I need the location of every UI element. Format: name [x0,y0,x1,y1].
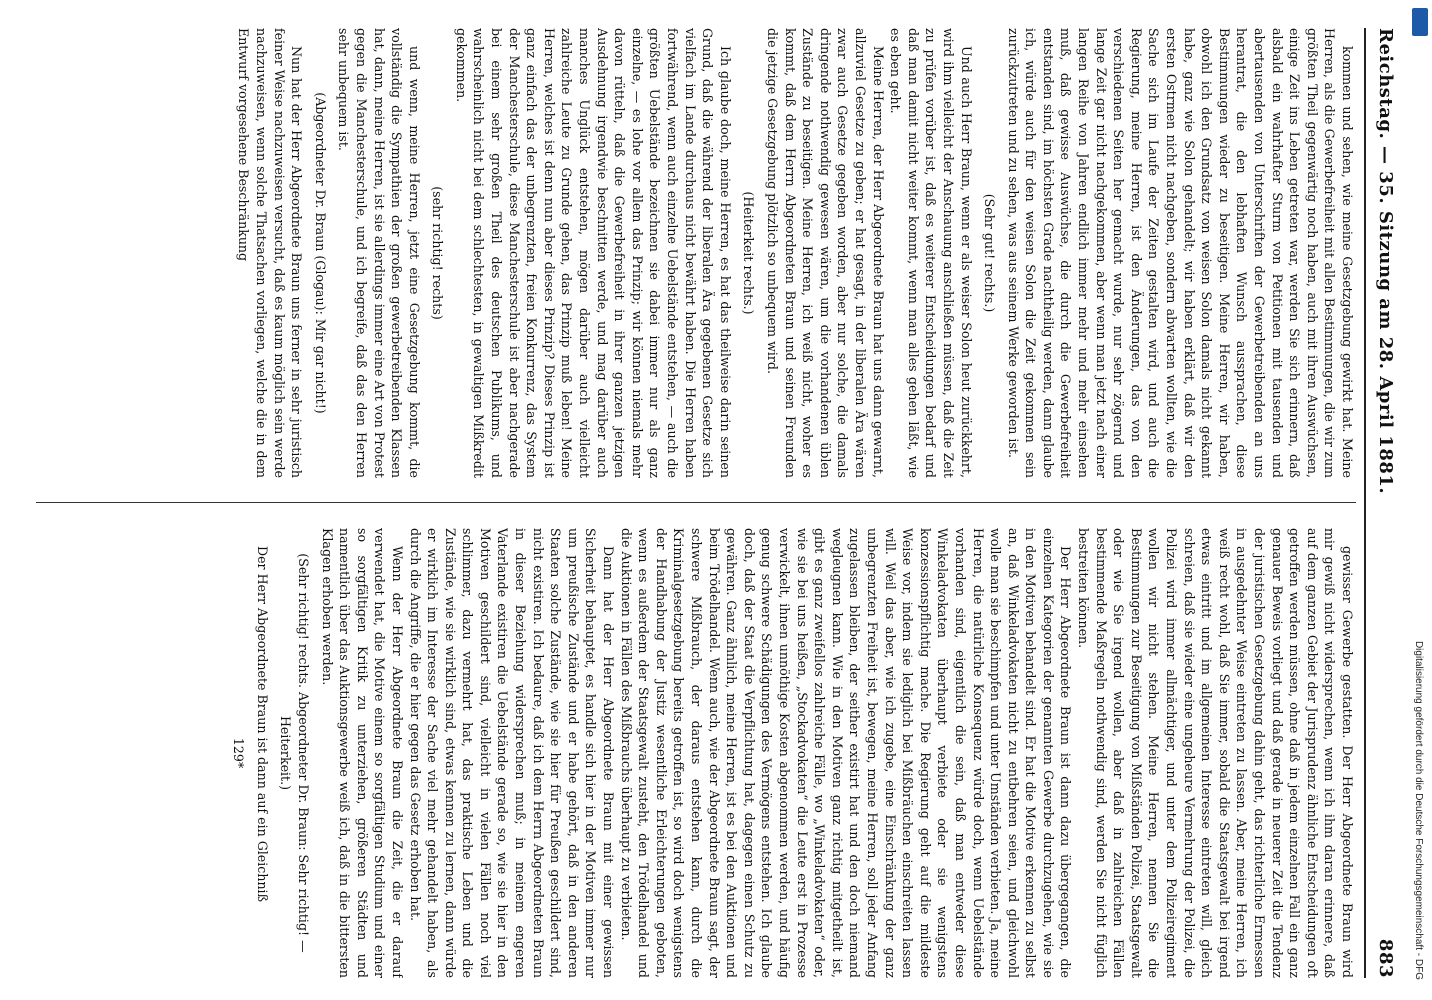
interjection: (Abgeordneter Dr. Braun (Glogau): Mir gar nicht!) [312,92,328,414]
paragraph: Nun hat der Herr Abgeordnete Braun uns ferner in sehr juristisch feiner Weise nachzuweisen versucht, daß es kaum möglich sein werde nachzuweisen, wenn solche Thatsachen vorliegen, welche die in dem Entwurf vorgesehene Beschränkung [236,28,305,478]
page-number: 883 [1375,938,1396,978]
running-title: Reichstag. — 35. Sitzung am 28. April 1881. [1375,28,1396,495]
column-divider [36,502,1356,503]
paragraph: und wenn, meine Herren, jetzt eine Gesetzgebung kommt, die vollständig die Sympathien der großen gewerbetreibenden Klassen hat, dann, meine Herren, ist sie allerdings immer eine Art von Protest gegen die Manchesterschule, und ich begreife, daß das den Herren sehr unbequem ist. [336,28,422,478]
paragraph: Der Herr Abgeordnete Braun ist dann dazu übergegangen, die einzelnen Kategorien der genannten Gewerbe durchzugehen, wie sie in den Motiven behandelt sind. Er hat die Motive erkennen zu selbst an, daß Winkeladvokaten nicht zu entbehren seien, und gleichwohl wolle man sie beschimpfen und unter Umständen verbieten. Ja, meine Herren, die natürliche Konsequenz würde doch, wenn Uebelstände vorhanden sind, eigentlich die sein, daß man entweder diese Winkeladvokaten überhaupt verbiete oder sie wenigstens konzessionspflichtig mache. Die Regierung geht auf die mildeste Weise vor, indem sie lediglich bei Mißbräuchen einschreiten lassen will. Weil das aber, wie ich zugebe, eine Einschränkung der ganz unbegrenzten Freiheit ist, bewegen, meine Herren, soll jeder Anfang zugelassen bleiben, der seither existirt hat und den doch niemand wegleugnen kann. Wie in den Motiven ganz richtig mitgetheilt ist, gibt es ganz zweifellos zahlreiche Fälle, wo „Winkeladvokaten“ oder, wie sie bei uns heißen, „Stockadvokaten“ die Leute erst in Prozesse verwickelt, ihnen unnöthige Kosten abgenommen werden, und häufig genug schwere Schädigungen des Vermögens entstehen. Ich glaube doch, daß der Staat die Verpflichtung hat, dagegen einen Schutz zu gewähren. Ganz ähnlich, meine Herren, ist es bei den Auktionen und beim Trödelhandel. Wenn auch, wie der Abgeordnete Braun sagt, der schwere Mißbrauch, der daraus entstehen kann, durch die Kriminalgesetzgebung bereits getroffen ist, so wird doch wenigstens der Handhabung der Justiz wesentliche Erleichterungen geboten, wenn es außerdem der Staatsgewalt zusteht, den Trödelhandel und die Auktionen in Fällen des Mißbrauchs überhaupt zu verbieten. [618,528,1074,978]
paragraph: Dann hat der Herr Abgeordnete Braun mit einer gewissen Sicherheit behauptet, es handle sich hier in der Motiven immer nur um preußische Zustände und er habe gehört, daß in den anderen Staaten solche Zustände, wie sie hier für Preußen geschildert sind, nicht existiren. Ich bedaure, daß ich dem Herrn Abgeordneten Braun in dieser Beziehung widersprechen muß; in meinem engeren Vaterlande existiren die Uebelstände gerade so, wie sie hier in den Motiven geschildert sind, vielleicht in vielen Fällen noch viel schlimmer, dazu vermehrt hat, das praktische Leben und die Zustände, wie sie wirklich sind, etwas kennen zu lernen, dann würde er wirklich im Interesse der Sache viel mehr gehandelt haben, als durch die Angriffe, die er hier gegen das Gesetz erhoben hat. [407,528,617,978]
paragraph: Meine Herren, der Herr Abgeordnete Braun hat uns dann gewarnt, allzuviel Gesetze zu geben; er hat gesagt, in der liberalen Ära wären zwar auch Gesetze gegeben worden, aber nur solche, die damals dringende nothwendig gewesen wären, um die vorhandenen üblen Zustände zu beseitigen. Meine Herren, ich weiß nicht, woher es kommt, daß dem Herrn Abgeordneten Braun und seinen Freunden die jetzige Gesetzgebung plötzlich so unbequem wird. [765,28,886,478]
paragraph: gewisser Gewerbe gestatten. Der Herr Abgeordnete Braun wird mir gewiß nicht widersprechen, wenn ich ihm daran erinnere, daß auf dem ganzen Gebiet der Jurisprudenz ähnliche Entscheidungen oft getroffen werden müssen, ohne daß in jedem einzelnen Fall ein ganz genauer Beweis vorliegt und daß gerade in neuerer Zeit die Tendenz der juristischen Gesetzgebung dahin geht, das richterliche Ermessen in ausgedehnter Weise eintreten zu lassen. Aber, meine Herren, ich weiß recht wohl, daß Sie immer, sobald die Staatsgewalt bei irgend etwas eintritt und im allgemeinen Interesse eintreten will, gleich schreien, daß sie wieder eine ungeheure Vermehrung der Polizei, die Polizei wird immer allmächtiger, und unter dem Polizeiregiment wollen wir nicht stehen. Meine Herren, nennen Sie die Bestimmungen zur Beseitigung von Mißständen Polizei, Staatsgewalt oder wie Sie irgend wollen, aber daß in zahlreichen Fällen bestimmende Maßregeln nothwendig sind, werden Sie nicht füglich bestreiten können. [1076,528,1355,978]
digitization-note [1410,20,1428,980]
paragraph: Wenn der Herr Abgeordnete Braun die Zeit, die er darauf verwendet hat, die Motive einem so sorgfältigen Studium und einer so sorgfältigen Kritik zu unterziehen, größeren Städten und namentlich über das Auktionsgewerbe weiß ich, daß in die bittersten Klagen erhoben werden. [319,528,405,978]
signature-number: 129* [231,737,247,769]
paragraph: Der Herr Abgeordnete Braun ist dann auf ein Gleichniß [254,546,270,902]
page-header [1370,28,1400,978]
paragraph: Ich glaube doch, meine Herren, es hat das theilweise darin seinen Grund, daß die während der liberalen Ära gegebenen Gesetze sich vielfach im Lande durchaus nicht bewährt haben. Die Herren haben fortwährend, wenn auch einzelne Uebelstände entstehen, — auch die größten Uebelstände bezeichnen sie dabei immer nur als ganz einzelne, — es lohe vor allem das Prinzip; wir können niemals mehr davon rütteln, daß die Gewerbefreiheit in ihrer ganzen jetzigen Ausdehnung irgendwie beschnitten werde, und mag darüber auch manches Unglück entstehen, mögen darüber auch vielleicht zahlreiche Leute zu Grunde gehen, das Prinzip muß leben! Meine Herren, welches ist denn nun aber dieses Prinzip? Dieses Prinzip ist ganz einfach das der unbegrenzten, freien Konkurrenz, das System der Manchesterschule, diese Manchesterschule ist aber nachgerade bei einem sehr großen Theil des deutschen Publikums, und wahrscheinlich nicht bei dem schlechtesten, in gewaltigen Mißkredit gekommen. [453,28,733,478]
interjection: (Sehr gut! rechts.) [982,193,998,313]
left-column [36,28,1356,478]
interjection: (sehr richtig! rechts) [430,186,446,320]
paragraph: kommen und sehen, wie meine Gesetzgebung gewirkt hat. Meine Herren, als die Gewerbefreiheit mit allen Bestimmungen, die wir zum größten Theil gegenwärtig noch haben, auch mit ihren Auswüchsen, einige Zeit ins Leben getreten war, werden Sie sich erinnern, daß alsbald ein wahrhafter Sturm von Petitionen mit tausenden und abertausenden von Unterschriften der Gewerbetreibenden an uns herantrat, die den lebhaften Wunsch aussprachen, diese Bestimmungen wieder zu beseitigen. Meine Herren, wir haben, obwohl ich den Grundsatz von weisen Solon damals nicht gekannt habe, ganz wie Solon gehandelt; wir haben erklärt, daß wir den ersten Ostrmen nicht nachgeben, sondern abwarten wollten, wie die Sache sich im Laufe der Zeiten gestalten wird, und auch die Regierung, meine Herren, ist den Änderungen, das von den verschiedenen Seiten her gemacht wurde, nur sehr zögernd und lange Zeit gar nicht nachgekommen, aber wenn man jetzt nach einer langen Reihe von Jahren endlich immer mehr und mehr einsehen muß, daß gewisse Auswüchse, die durch die Gewerbefreiheit entstanden sind, im höchsten Grade nachtheilig werden, dann glaube ich, würde auch für den weisen Solon die Zeit gekommen sein zurückzutreten und zu sehen, was aus seinem Werke geworden ist. [1005,28,1355,478]
right-column [36,528,1356,978]
interjection: (Heiterkeit rechts.) [741,191,757,315]
paragraph: Und auch Herr Braun, wenn er als weiser Solon heut zurückkehrt, wird ihm vielleicht der Anschauung anschließen müssen, daß die Zeit zu prüfen vorüber ist, daß es weiterer Entscheidungen bedarf und daß man damit nicht weiter kommt, wenn man alles gehen läßt, wie es eben geht. [888,28,974,478]
interjection: (Sehr richtig! rechts. Abgeordneter Dr. Braun: Sehr richtig! — Heiterkeit.) [278,553,311,953]
header-rule [1364,28,1366,978]
page-content [20,28,1400,978]
digitization-note-text: Digitalisierung gefördert durch die Deutsche Forschungsgemeinschaft - DFG [1413,640,1424,980]
